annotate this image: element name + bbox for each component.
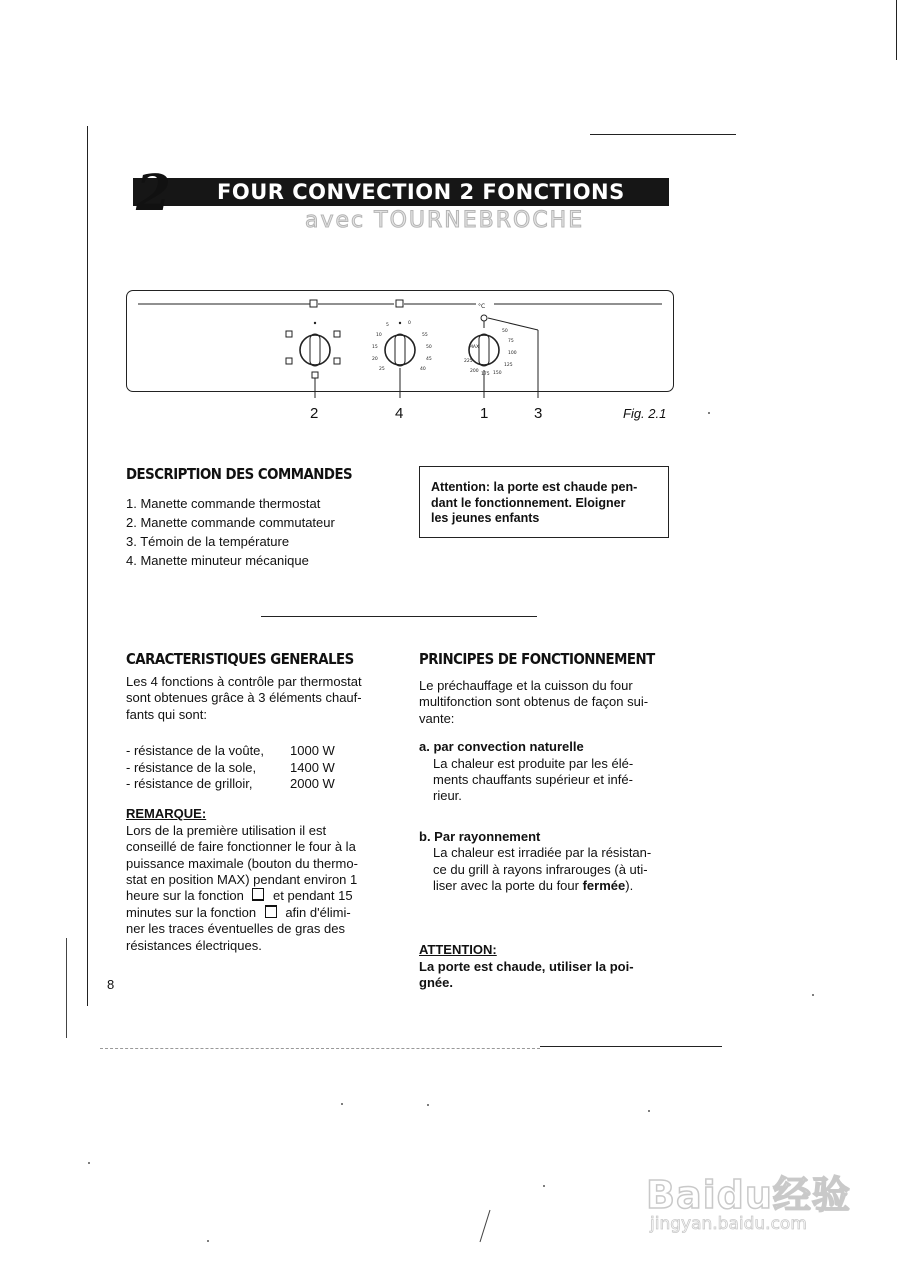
convection-title: a. par convection naturelle xyxy=(419,739,584,755)
figure-caption: Fig. 2.1 xyxy=(623,406,667,421)
scan-speck xyxy=(543,1185,545,1187)
temperature-mark: 100 xyxy=(508,351,517,356)
warning-line: dant le fonctionnement. Eloigner xyxy=(431,495,626,510)
grill-function-icon xyxy=(265,905,277,918)
oven-function-icon xyxy=(310,300,317,307)
timer-mark: 0 xyxy=(408,321,411,326)
section-divider xyxy=(261,616,537,617)
callout-1: 1 xyxy=(480,405,489,422)
caracteristiques-text: Les 4 fonctions à contrôle par thermostat sont obtenues grâce à 3 éléments chauf- fants qui sont: - résistance de la voûte, 1000 W - résistance de la sole, 1400 W - résistance de grilloir, 2000 W REMARQUE: Lors de la première utilisation il est conseillé de faire fonctionner le four à la puissance maximale (bouton du thermo- stat en position MAX) pendant environ 1 heure sur la fonction et pendant 15 minutes sur la fonction afin d'élimi- ner les traces éventuelles de gras des résistances électriques. xyxy=(126,674,378,954)
principes-heading: PRINCIPES DE FONCTIONNEMENT xyxy=(419,650,655,668)
page-title: FOUR CONVECTION 2 FONCTIONS xyxy=(217,180,625,204)
temperature-mark: MAX xyxy=(469,345,480,350)
scan-speck xyxy=(88,1162,90,1164)
title-band xyxy=(133,178,669,206)
page-subtitle: avec TOURNEBROCHE xyxy=(305,208,585,233)
description-heading: DESCRIPTION DES COMMANDES xyxy=(126,465,353,483)
timer-mark: 25 xyxy=(379,367,385,372)
scan-speck xyxy=(648,1110,650,1112)
list-item: 2. Manette commande commutateur xyxy=(126,515,335,530)
right-edge-line xyxy=(896,0,897,60)
scan-speck xyxy=(427,1104,429,1106)
top-right-rule xyxy=(590,134,736,135)
list-item: 1. Manette commande thermostat xyxy=(126,496,321,511)
warning-box xyxy=(419,466,669,538)
list-item: 4. Manette minuteur mécanique xyxy=(126,553,309,568)
watermark-brand: Baidu经验 xyxy=(646,1173,851,1217)
scan-speck xyxy=(341,1103,343,1105)
temperature-mark: 225 xyxy=(464,359,473,364)
callout-2: 2 xyxy=(310,405,319,422)
control-panel-drawing xyxy=(126,290,686,420)
temperature-mark: 125 xyxy=(504,363,513,368)
page-number: 8 xyxy=(107,977,115,992)
resistance-row: - résistance de la voûte, 1000 W xyxy=(126,743,335,759)
timer-mark: 50 xyxy=(426,345,432,350)
temperature-mark: 75 xyxy=(508,339,514,344)
attention-heading: ATTENTION: xyxy=(419,942,497,958)
timer-function-icon xyxy=(396,300,403,307)
temperature-mark: 150 xyxy=(493,371,502,376)
list-item: 3. Témoin de la température xyxy=(126,534,290,549)
timer-mark: 20 xyxy=(372,357,378,362)
warning-line: les jeunes enfants xyxy=(431,511,540,525)
watermark-url: jingyan.baidu.com xyxy=(650,1214,807,1234)
celsius-label: °C xyxy=(478,303,486,310)
resistance-row: - résistance de grilloir, 2000 W xyxy=(126,776,335,792)
callout-3: 3 xyxy=(534,405,543,422)
timer-mark: 10 xyxy=(376,333,382,338)
remarque-heading: REMARQUE: xyxy=(126,806,207,822)
principes-text: Le préchauffage et la cuisson du four multifonction sont obtenus de façon sui- vante: a. par convection naturelle La chaleur est produite par les élé- ments chauffants supérieur et infé- rieur. b. Par rayonnement La chaleur est irradiée par la résistan- ce du grill à rayons infrarouges (à uti- liser avec la porte du four fermée). ATTENTION: La porte est chaude, utiliser la poi- gnée. xyxy=(419,678,671,992)
rayonnement-title: b. Par rayonnement xyxy=(419,828,541,844)
section-number: 2 xyxy=(136,163,171,222)
scan-speck xyxy=(708,412,710,414)
convection-function-icon xyxy=(252,888,264,901)
timer-mark: 55 xyxy=(422,333,428,338)
caracteristiques-heading: CARACTERISTIQUES GENERALES xyxy=(126,650,354,668)
description-list xyxy=(126,494,335,570)
pen-stroke xyxy=(478,1208,492,1244)
timer-mark: 40 xyxy=(420,367,426,372)
scan-speck xyxy=(207,1240,209,1242)
timer-mark: 45 xyxy=(426,357,432,362)
left-margin-line xyxy=(87,126,88,1006)
left-margin-line-lower xyxy=(66,938,67,1038)
timer-mark: 15 xyxy=(372,345,378,350)
scan-speck xyxy=(812,994,814,996)
timer-mark: 5 xyxy=(386,323,389,328)
bottom-dashed-rule xyxy=(100,1048,540,1049)
temperature-mark: 175 xyxy=(481,372,490,377)
temperature-mark: 50 xyxy=(502,329,508,334)
warning-line: Attention: la porte est chaude pen- xyxy=(431,480,638,494)
temperature-mark: 200 xyxy=(470,369,479,374)
callout-4: 4 xyxy=(395,405,404,422)
resistance-row: - résistance de la sole, 1400 W xyxy=(126,759,335,775)
bottom-rule xyxy=(540,1046,722,1047)
